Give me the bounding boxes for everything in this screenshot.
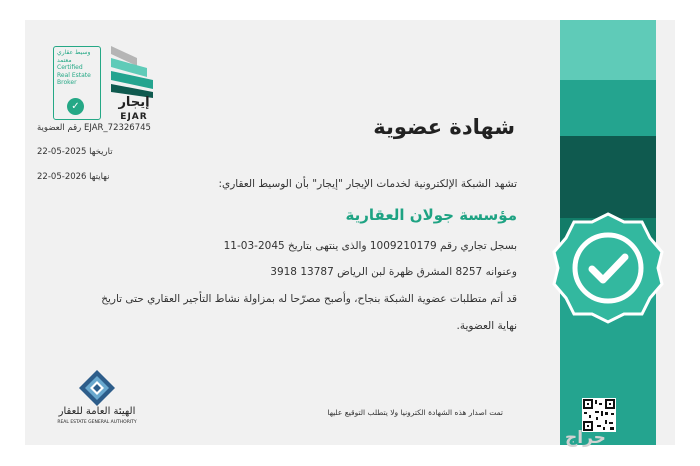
intro-text: تشهد الشبكة الإلكترونية لخدمات الإيجار "إيجار" بأن الوسيط العقاري: [218,178,517,190]
authority-arabic-name: الهيئة العامة للعقار [58,406,136,417]
certified-broker-badge [53,46,101,120]
check-icon: ✓ [67,98,84,115]
address-text: وعنوانه 8257 المشرق ظهرة لبن الرياض 13787 3918 [270,266,517,278]
verified-seal-icon [552,212,664,324]
badge-arabic-line: وسيط عقاري [57,49,91,56]
authority-english-name: REAL ESTATE GENERAL AUTHORITY [57,420,137,425]
badge-english-line: Broker [57,79,77,86]
badge-arabic-line: معتمد [57,56,72,64]
certificate-card [25,20,675,445]
band-segment [560,136,656,218]
statement-end-text: نهاية العضوية. [456,320,517,332]
qr-code-icon [582,398,616,432]
ejar-arabic-name: إيجار [118,95,150,110]
badge-english-line: Certified [57,64,83,71]
certificate-title: شهادة عضوية [373,115,515,139]
ejar-english-name: EJAR [120,112,148,122]
registration-text: بسجل تجاري رقم 1009210179 والذى ينتهى بتاريخ 2045-03-11 [223,240,517,252]
statement-text: قد أتم متطلبات عضوية الشبكة بنجاح، وأصبح مصرّحا له بمزاولة نشاط التأجير العقاري حتى تاريخ [101,293,517,305]
organization-name: مؤسسة جولان العقارية [345,206,517,224]
membership-number: EJAR_72326745 رقم العضوية [37,123,151,133]
expiry-date: نهايتها 2026-05-22 [37,172,110,182]
authority-logo-icon [78,369,116,407]
band-segment [560,80,656,136]
badge-english-line: Real Estate [57,71,91,79]
issue-date: تاريخها 2025-05-22 [37,147,113,157]
electronic-issue-note: تمت اصدار هذه الشهادة الكترونيا ولا يتطلب التوقيع عليها [327,408,503,417]
band-segment [560,20,656,80]
site-watermark: حراج [565,428,606,448]
